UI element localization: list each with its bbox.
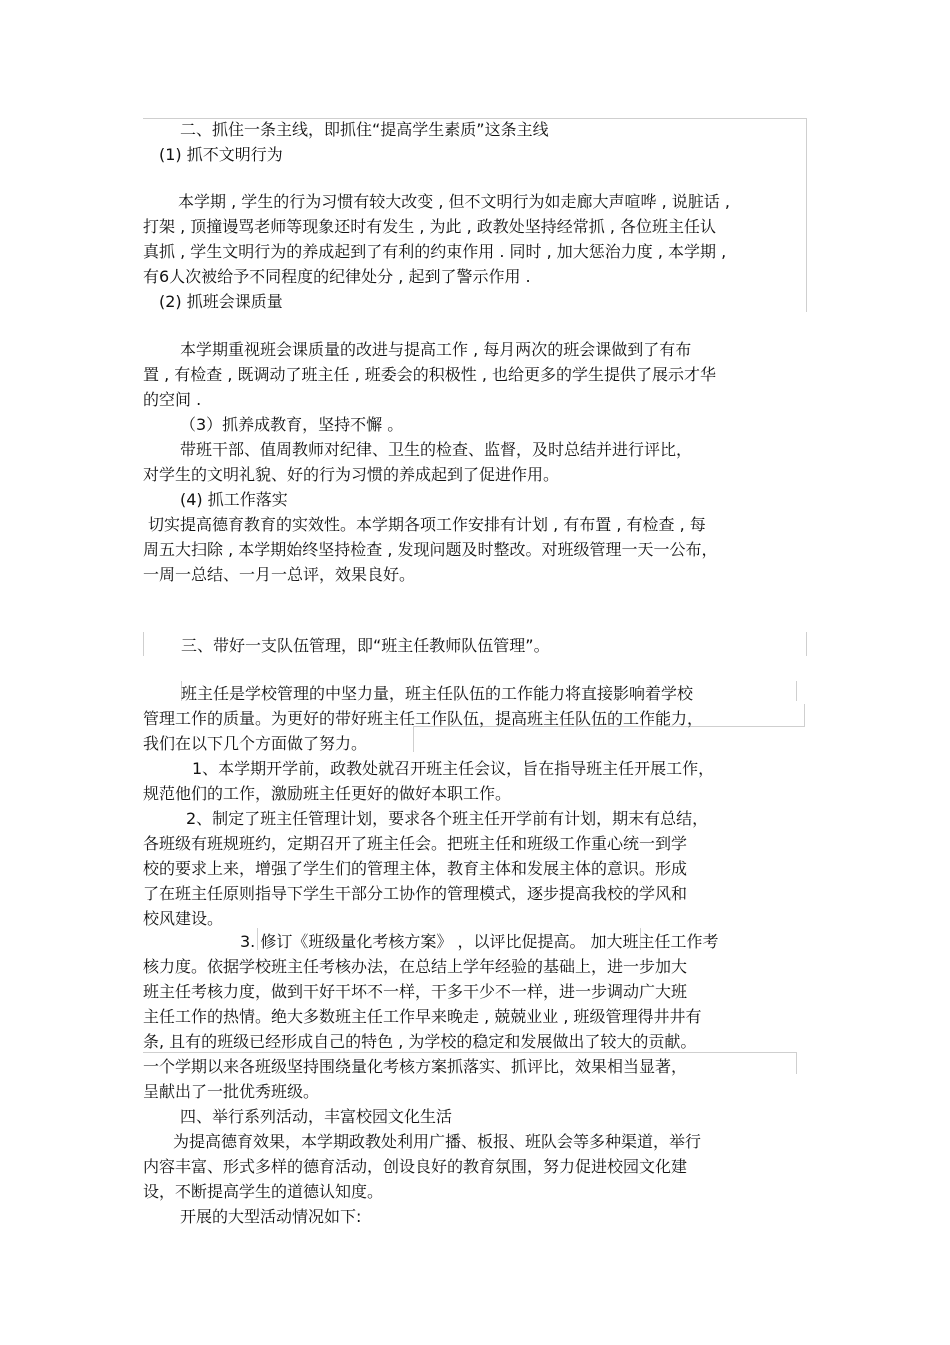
paragraph-line: 班主任考核力度，做到干好干坏不一样，干多干少不一样，进一步调动广大班 bbox=[143, 982, 688, 1001]
paragraph-line: 核力度。依据学校班主任考核办法，在总结上学年经验的基础上，进一步加大 bbox=[143, 957, 688, 976]
frame-top-line bbox=[143, 118, 806, 119]
paragraph-line: 条, 且有的班级已经形成自己的特色 , 为学校的稳定和发展做出了较大的贡献。 bbox=[143, 1032, 697, 1051]
paragraph-line: 周五大扫除 , 本学期始终坚持检查 , 发现问题及时整改。对班级管理一天一公布， bbox=[143, 540, 718, 559]
paragraph-line: 内容丰富、形式多样的德育活动，创设良好的教育氛围，努力促进校园文化建 bbox=[143, 1157, 688, 1176]
frame-right-line bbox=[806, 118, 807, 312]
paragraph-line: 的空间 . bbox=[143, 390, 202, 409]
paragraph-line: 班主任是学校管理的中坚力量，班主任队伍的工作能力将直接影响着学校 bbox=[181, 684, 694, 703]
paragraph-line: 真抓 , 学生文明行为的养成起到了有利的约束作用 . 同时 , 加大惩治力度 , 本学期 , bbox=[143, 242, 727, 261]
paragraph-line: 2、制定了班主任管理计划，要求各个班主任开学前有计划，期末有总结， bbox=[186, 809, 709, 828]
paragraph-line: 3. 修订《班级量化考核方案》 ，以评比促提高。 加大班主任工作考 bbox=[240, 932, 719, 951]
subheading-3: （3）抓养成教育，坚持不懈 。 bbox=[180, 415, 404, 434]
section-heading-2: 二、抓住一条主线，即抓住“提高学生素质”这条主线 bbox=[180, 120, 549, 139]
paragraph-line: 1、本学期开学前，政教处就召开班主任会议，旨在指导班主任开展工作， bbox=[192, 759, 715, 778]
paragraph-line: 了在班主任原则指导下学生干部分工协作的管理模式，逐步提高我校的学风和 bbox=[143, 884, 688, 903]
paragraph-line: 带班干部、值周教师对纪律、卫生的检查、监督，及时总结并进行评比， bbox=[180, 440, 693, 459]
frame-box-right bbox=[804, 704, 805, 726]
paragraph-line: 有6人次被给予不同程度的纪律处分 , 起到了警示作用 . bbox=[143, 267, 531, 286]
frame-left-line-2 bbox=[143, 632, 144, 656]
paragraph-line: 设，不断提高学生的道德认知度。 bbox=[143, 1182, 384, 1201]
paragraph-line: 主任工作的热情。绝大多数班主任工作早来晚走 , 兢兢业业 , 班级管理得井井有 bbox=[143, 1007, 702, 1026]
frame-right-line-2 bbox=[806, 632, 807, 656]
paragraph-line: 规范他们的工作，激励班主任更好的做好本职工作。 bbox=[143, 784, 512, 803]
paragraph-line: 各班级有班规班约，定期召开了班主任会。把班主任和班级工作重心统一到学 bbox=[143, 834, 688, 853]
paragraph-line: 一周一总结、一月一总评，效果良好。 bbox=[143, 565, 416, 584]
paragraph-line: 我们在以下几个方面做了努力。 bbox=[143, 734, 368, 753]
paragraph-line: 校的要求上来，增强了学生们的管理主体，教育主体和发展主体的意识。形成 bbox=[143, 859, 688, 878]
paragraph-line: 对学生的文明礼貌、好的行为习惯的养成起到了促进作用。 bbox=[143, 465, 560, 484]
frame-right-tick bbox=[796, 681, 797, 701]
subheading-2: (2) 抓班会课质量 bbox=[159, 292, 283, 311]
frame-mark-3 bbox=[796, 1052, 797, 1074]
paragraph-line: 为提高德育效果，本学期政教处利用广播、板报、班队会等多种渠道，举行 bbox=[173, 1132, 702, 1151]
paragraph-line: 本学期 , 学生的行为习惯有较大改变 , 但不文明行为如走廊大声喧哗 , 说脏话 , bbox=[178, 192, 730, 211]
paragraph-line: 开展的大型活动情况如下: bbox=[180, 1207, 362, 1226]
paragraph-line: 呈献出了一批优秀班级。 bbox=[143, 1082, 320, 1101]
paragraph-line: 打架 , 顶撞谩骂老师等现象还时有发生 , 为此 , 政教处坚持经常抓 , 各位班主任认 bbox=[143, 217, 717, 236]
paragraph-line: 切实提高德育教育的实效性。本学期各项工作安排有计划 , 有布置 , 有检查 , 每 bbox=[148, 515, 706, 534]
paragraph-line: 本学期重视班会课质量的改进与提高工作 , 每月两次的班会课做到了有布 bbox=[180, 340, 692, 359]
subheading-1: (1) 抓不文明行为 bbox=[159, 145, 283, 164]
subheading-4: (4) 抓工作落实 bbox=[180, 490, 288, 509]
paragraph-line: 一个学期以来各班级坚持围绕量化考核方案抓落实、抓评比，效果相当显著， bbox=[143, 1057, 688, 1076]
paragraph-line: 置 , 有检查 , 既调动了班主任 , 班委会的积极性 , 也给更多的学生提供了展示才华 bbox=[143, 365, 717, 384]
section-heading-4: 四、举行系列活动，丰富校园文化生活 bbox=[180, 1107, 453, 1126]
paragraph-line: 管理工作的质量。为更好的带好班主任工作队伍，提高班主任队伍的工作能力， bbox=[143, 709, 704, 728]
paragraph-line: 校风建设。 bbox=[143, 909, 224, 928]
section-heading-3: 三、带好一支队伍管理，即“班主任教师队伍管理”。 bbox=[181, 636, 550, 655]
